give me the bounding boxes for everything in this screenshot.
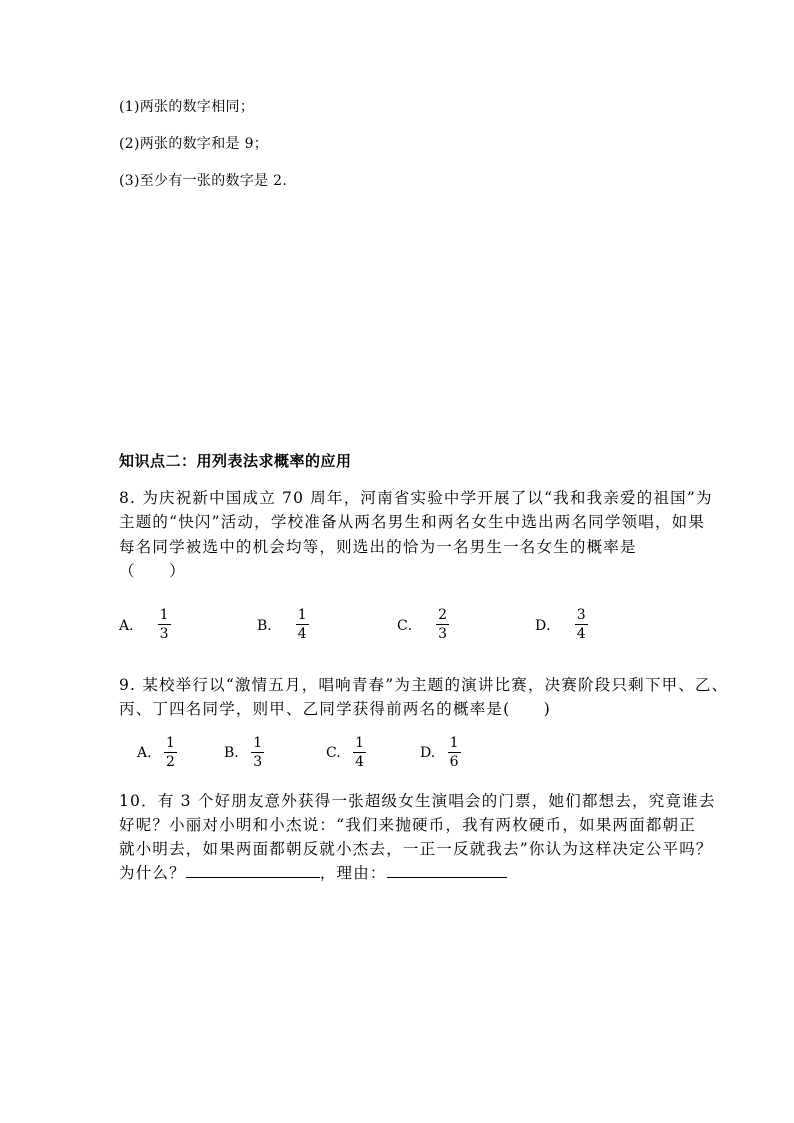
- fraction: $\frac{1}{3}$: [253, 735, 263, 770]
- fraction: $\frac{1}{4}$: [355, 735, 365, 770]
- option-label: D．: [535, 617, 561, 634]
- option-label: A.: [137, 744, 152, 761]
- q8-answer-bracket: （ ）: [119, 562, 186, 580]
- q9-line-1: 9. 某校举行以“激情五月，唱响青春”为主题的演讲比赛，决赛阶段只剩下甲、乙、: [119, 676, 729, 694]
- q9-option-d[interactable]: [420, 735, 461, 770]
- q10-line-2: 好呢？小丽对小明和小杰说：“我们来抛硬币，我有两枚硬币，如果两面都朝正: [119, 816, 696, 834]
- option-label: C.: [326, 744, 341, 761]
- q9-option-a[interactable]: [137, 735, 177, 770]
- q8-line-3: 每名同学被选中的机会均等，则选出的恰为一名男生一名女生的概率是: [119, 538, 637, 556]
- fraction: $\frac{3}{4}$: [576, 607, 586, 642]
- option-label: C．: [397, 617, 422, 634]
- q8-option-c[interactable]: [397, 607, 449, 642]
- fraction: $\frac{2}{3}$: [438, 607, 448, 642]
- section-heading: 知识点二：用列表法求概率的应用: [119, 452, 352, 470]
- option-label: D.: [420, 744, 436, 761]
- q8-line-2: 主题的“快闪”活动，学校准备从两名男生和两名女生中选出两名同学领唱，如果: [119, 513, 706, 531]
- fraction: $\frac{1}{6}$: [449, 735, 459, 770]
- fraction: $\frac{1}{3}$: [159, 607, 169, 642]
- option-label: B．: [257, 617, 282, 634]
- fairness-answer-blank[interactable]: [186, 863, 320, 878]
- fraction: $\frac{1}{4}$: [297, 607, 307, 642]
- q8-line-1: 8. 为庆祝新中国成立 70 周年，河南省实验中学开展了以“我和我亲爱的祖国”为: [119, 489, 713, 507]
- q9-line-2: 丙、丁四名同学，则甲、乙同学获得前两名的概率是( ): [119, 700, 551, 718]
- reason-answer-blank[interactable]: [387, 863, 507, 878]
- item-2: (2)两张的数字和是 9；: [119, 136, 269, 152]
- fraction: $\frac{1}{2}$: [166, 735, 175, 770]
- q9-option-b[interactable]: [224, 735, 264, 770]
- q10-line-4: [119, 863, 507, 883]
- item-3: (3)至少有一张的数字是 2.: [119, 173, 288, 189]
- q8-option-a[interactable]: [119, 607, 171, 642]
- q10-line-1: 10．有 3 个好朋友意外获得一张超级女生演唱会的门票，她们都想去，究竟谁去: [119, 792, 716, 810]
- q9-option-c[interactable]: [326, 735, 366, 770]
- q8-option-d[interactable]: [535, 607, 588, 642]
- q10-question-prefix: 为什么？: [119, 864, 186, 882]
- q10-reason-label: ，理由：: [319, 864, 387, 882]
- item-1: (1)两张的数字相同；: [119, 99, 255, 115]
- option-label: B.: [224, 744, 239, 761]
- q8-option-b[interactable]: [257, 607, 309, 642]
- option-label: A．: [119, 617, 144, 634]
- q10-line-3: 就小明去，如果两面都朝反就小杰去，一正一反就我去”你认为这样决定公平吗？: [119, 840, 713, 858]
